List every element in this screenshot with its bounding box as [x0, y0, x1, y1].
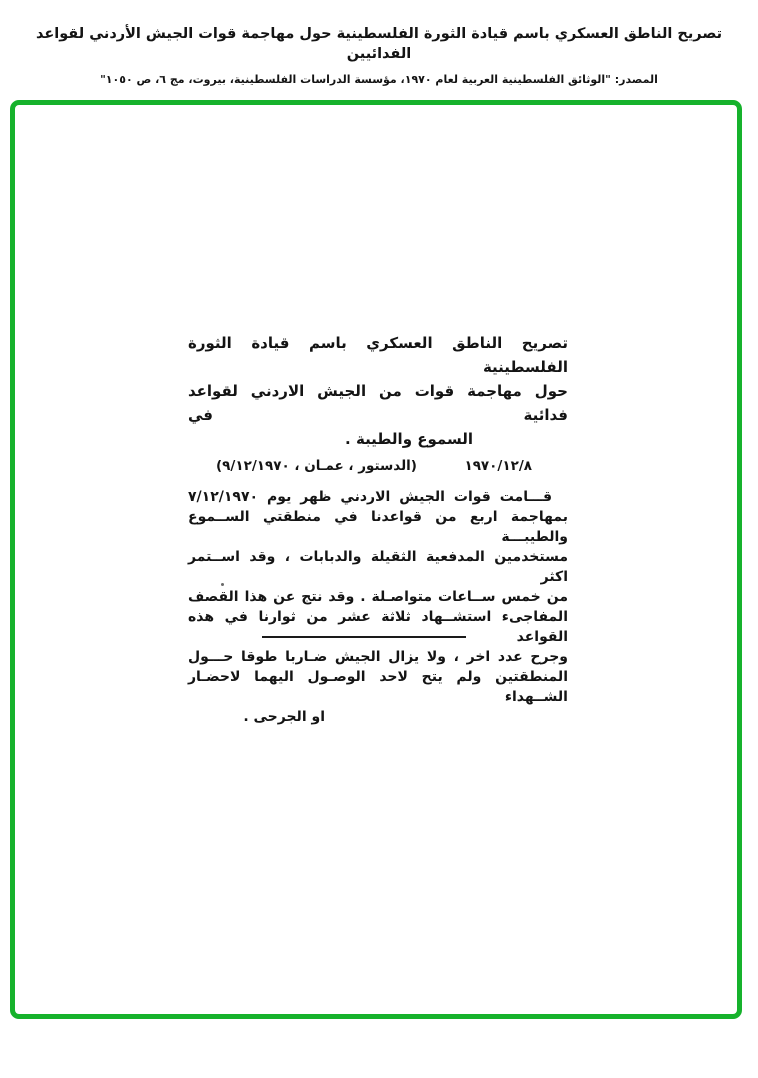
document-title-line: حول مهاجمة قوات من الجيش الاردني لقواعد فدائية في [188, 382, 568, 424]
body-line: مستخدمين المدفعية الثقيلة والدبابات ، وقد اســتمر اكثر [188, 549, 568, 585]
document-date: ١٩٧٠/١٢/٨ [464, 458, 532, 474]
document-title-line: تصريح الناطق العسكري باسم قيادة الثورة الفلسطينية [188, 334, 568, 376]
body-line: او الجرحى . [243, 709, 325, 725]
body-line: بمهاجمة اربع من قواعدنا في منطقتي الســموع والطيبـــة [188, 509, 568, 545]
body-line: المفاجىء استشــهاد ثلاثة عشر من ثوارنا في هذه القواعد [188, 609, 568, 645]
document-body [188, 487, 568, 727]
body-line: من خمس ســاعات متواصـلة . وقد نتج عن هذا القصف [188, 589, 568, 605]
date-row [188, 458, 568, 474]
source-citation: المصدر: "الوثائق الفلسطينية العربية لعام ١٩٧٠، مؤسسة الدراسات الفلسطينية، بيروت، مج ٦، ص ١٠٥٠" [100, 73, 658, 86]
scanned-document [188, 331, 568, 727]
body-line: وجرح عدد اخر ، ولا يزال الجيش ضـاربا طوقا حـــول [188, 649, 568, 665]
document-title-line: السموع والطيبة . [345, 430, 473, 448]
page-title: تصريح الناطق العسكري باسم قيادة الثورة الفلسطينية حول مهاجمة قوات الجيش الأردني لقواعد الفدائيين [35, 26, 723, 62]
separator-rule [262, 636, 466, 638]
newspaper-citation: (الدستور ، عمـان ، ٩/١٢/١٩٧٠) [216, 458, 417, 474]
body-line: قـــامت قوات الجيش الاردني ظهر يوم ٧/١٢/١٩٧٠ [188, 489, 552, 505]
scan-frame-border [10, 100, 742, 1019]
document-title [188, 331, 568, 451]
body-line: المنطقتين ولم يتح لاحد الوصـول اليهما لاحضـار الشــهداء [188, 669, 568, 705]
scan-artifact-dot [221, 583, 224, 586]
page-header [0, 24, 758, 86]
